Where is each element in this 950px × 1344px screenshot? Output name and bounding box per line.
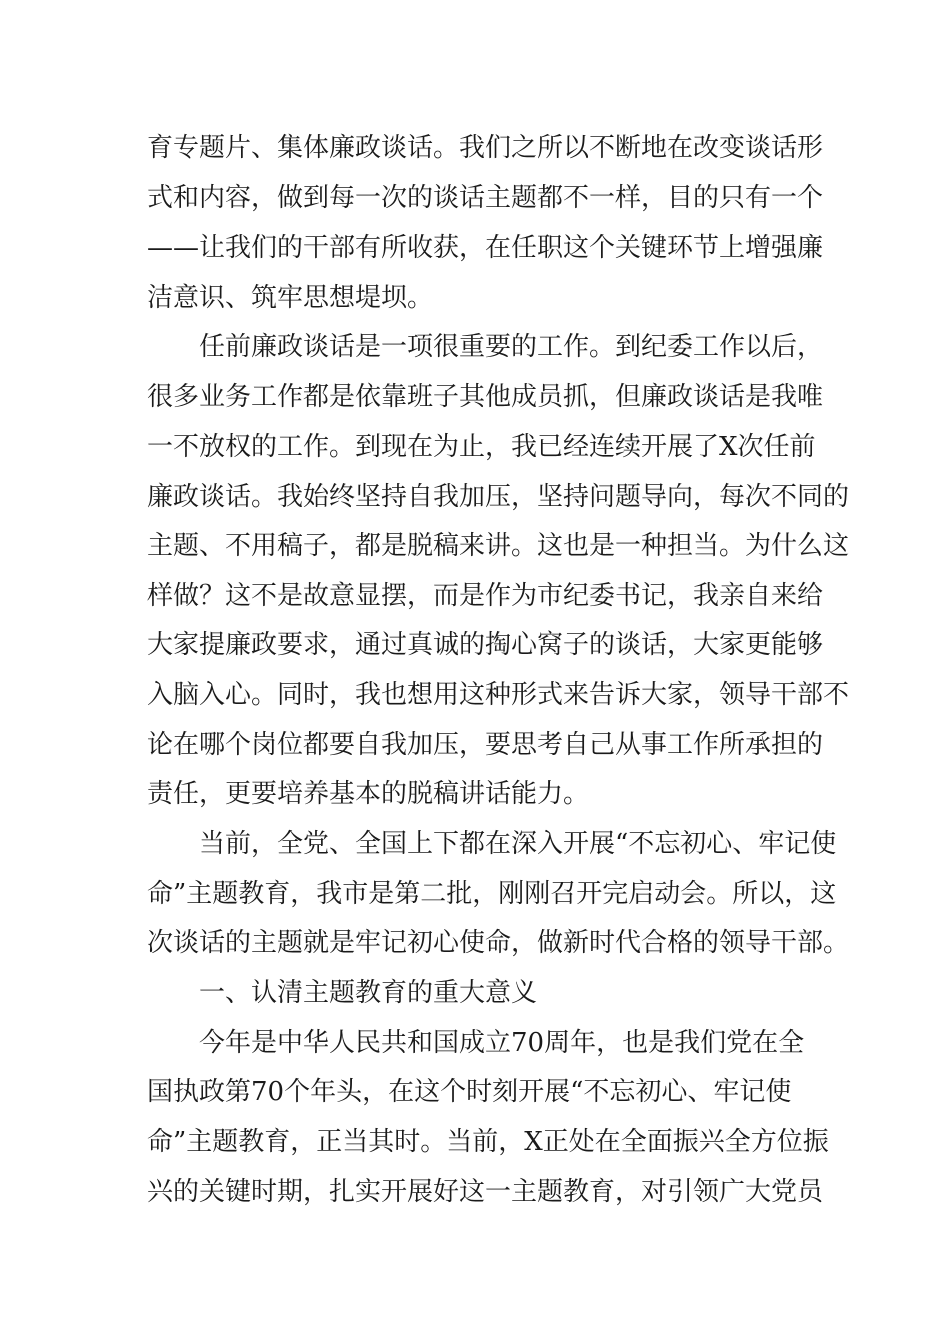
text-line: 很多业务工作都是依靠班子其他成员抓，但廉政谈话是我唯: [147, 382, 824, 412]
text-line: 育专题片、集体廉政谈话。我们之所以不断地在改变谈话形: [147, 133, 824, 163]
text-line: 责任，更要培养基本的脱稿讲话能力。: [147, 779, 590, 809]
text-line: 命”主题教育，我市是第二批，刚刚召开完启动会。所以，这: [147, 879, 837, 909]
section-heading: 一、认清主题教育的重大意义: [199, 978, 538, 1008]
text-line: 样做？这不是故意显摆，而是作为市纪委书记，我亲自来给: [147, 581, 824, 611]
text-line: 廉政谈话。我始终坚持自我加压，坚持问题导向，每次不同的: [147, 482, 850, 512]
text-line: 式和内容，做到每一次的谈话主题都不一样，目的只有一个: [147, 183, 824, 213]
text-line: 兴的关键时期，扎实开展好这一主题教育，对引领广大党员: [147, 1177, 824, 1207]
paragraph-start-line: 当前，全党、全国上下都在深入开展“不忘初心、牢记使: [199, 829, 837, 859]
paragraph-start-line: 今年是中华人民共和国成立70周年，也是我们党在全: [199, 1028, 805, 1058]
text-line: ——让我们的干部有所收获，在任职这个关键环节上增强廉: [147, 233, 824, 263]
text-line: 入脑入心。同时，我也想用这种形式来告诉大家，领导干部不: [147, 680, 850, 710]
text-line: 国执政第70个年头，在这个时刻开展“不忘初心、牢记使: [147, 1077, 792, 1107]
paragraph-start-line: 任前廉政谈话是一项很重要的工作。到纪委工作以后，: [199, 332, 824, 362]
text-line: 命”主题教育，正当其时。当前，X正处在全面振兴全方位振: [147, 1127, 829, 1157]
text-line: 大家提廉政要求，通过真诚的掏心窝子的谈话，大家更能够: [147, 630, 824, 660]
text-line: 洁意识、筑牢思想堤坝。: [147, 283, 434, 313]
text-line: 论在哪个岗位都要自我加压，要思考自己从事工作所承担的: [147, 730, 824, 760]
text-line: 主题、不用稿子，都是脱稿来讲。这也是一种担当。为什么这: [147, 531, 850, 561]
text-line: 一不放权的工作。到现在为止，我已经连续开展了X次任前: [147, 432, 816, 462]
text-line: 次谈话的主题就是牢记初心使命，做新时代合格的领导干部。: [147, 928, 850, 958]
